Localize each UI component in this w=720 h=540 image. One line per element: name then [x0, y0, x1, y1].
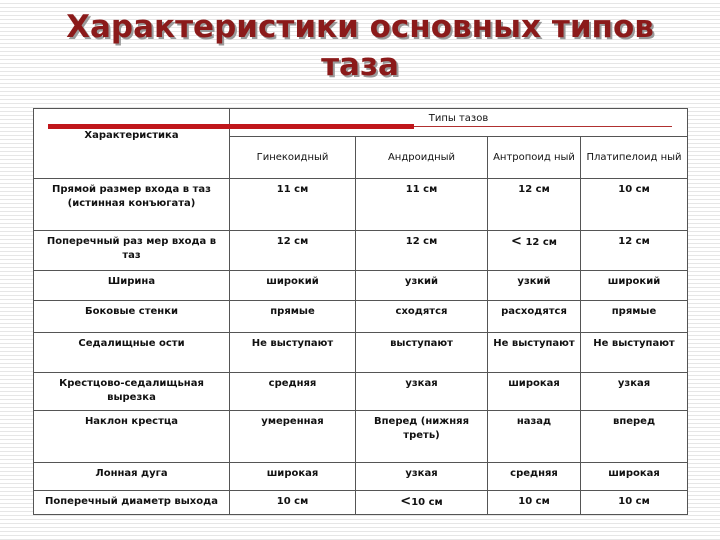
table-cell: узкая [581, 373, 688, 411]
table-row [34, 231, 688, 271]
table-cell: 11 см [356, 179, 488, 231]
type-header-anthropoid: Антропоид ный [488, 137, 581, 179]
table-cell: средняя [230, 373, 356, 411]
table-cell: 12 см [581, 231, 688, 271]
table-cell: широкий [230, 271, 356, 301]
table-cell: расходятся [488, 301, 581, 333]
table-cell: сходятся [356, 301, 488, 333]
table-row [34, 411, 688, 463]
table-cell: узкая [356, 373, 488, 411]
table-cell: 10 см [581, 179, 688, 231]
pelvis-types-table [33, 108, 688, 515]
table-cell: выступают [356, 333, 488, 373]
type-header-android: Андроидный [356, 137, 488, 179]
table-cell: 11 см [230, 179, 356, 231]
slide-title [0, 8, 720, 84]
accent-line [414, 126, 672, 127]
table-cell: Не выступают [488, 333, 581, 373]
table-cell: Не выступают [581, 333, 688, 373]
table-header-row [34, 109, 688, 137]
row-label: Поперечный диаметр выхода [34, 491, 230, 515]
table-cell: широкая [230, 463, 356, 491]
table-cell: вперед [581, 411, 688, 463]
red-accent-bar [48, 124, 414, 129]
less-than-symbol: < [511, 234, 522, 249]
row-label: Наклон крестца [34, 411, 230, 463]
table-cell: узкая [356, 463, 488, 491]
table-cell: узкий [356, 271, 488, 301]
table-cell: узкий [488, 271, 581, 301]
row-label: Поперечный раз мер входа в таз [34, 231, 230, 271]
table-cell: широкий [581, 271, 688, 301]
table-cell: Вперед (нижняя треть) [356, 411, 488, 463]
table-cell: 10 см [488, 491, 581, 515]
table-cell: умеренная [230, 411, 356, 463]
row-label: Прямой размер входа в таз (истинная конъюгата) [34, 179, 230, 231]
row-label: Лонная дуга [34, 463, 230, 491]
table-cell: 12 см [230, 231, 356, 271]
less-than-symbol: < [400, 494, 412, 509]
table-row [34, 301, 688, 333]
table-row [34, 271, 688, 301]
table-cell: 12 см [488, 179, 581, 231]
row-label: Боковые стенки [34, 301, 230, 333]
table-cell [356, 491, 488, 515]
title-line-1: Характеристики основных типов [66, 9, 654, 45]
table-cell: прямые [581, 301, 688, 333]
characteristic-header: Характеристика [34, 109, 230, 179]
table-cell: 10 см [581, 491, 688, 515]
row-label: Седалищные ости [34, 333, 230, 373]
table-row [34, 463, 688, 491]
type-header-gynecoid: Гинекоидный [230, 137, 356, 179]
table-cell: 10 см [230, 491, 356, 515]
table-row [34, 333, 688, 373]
table-cell [488, 231, 581, 271]
row-label: Крестцово-седалищьная вырезка [34, 373, 230, 411]
cell-value: 10 см [411, 497, 443, 508]
table-cell: средняя [488, 463, 581, 491]
table-cell: широкая [581, 463, 688, 491]
types-header: Типы тазов [230, 109, 688, 137]
table-row [34, 373, 688, 411]
table-cell: прямые [230, 301, 356, 333]
table-row [34, 179, 688, 231]
row-label: Ширина [34, 271, 230, 301]
table-cell: широкая [488, 373, 581, 411]
type-header-platypelloid: Платипелоид ный [581, 137, 688, 179]
table-cell: назад [488, 411, 581, 463]
table-row [34, 491, 688, 515]
table-cell: Не выступают [230, 333, 356, 373]
title-line-2: таза [321, 47, 399, 83]
pelvis-types-table-container [33, 108, 687, 514]
table-cell: 12 см [356, 231, 488, 271]
cell-value: 12 см [525, 237, 557, 248]
